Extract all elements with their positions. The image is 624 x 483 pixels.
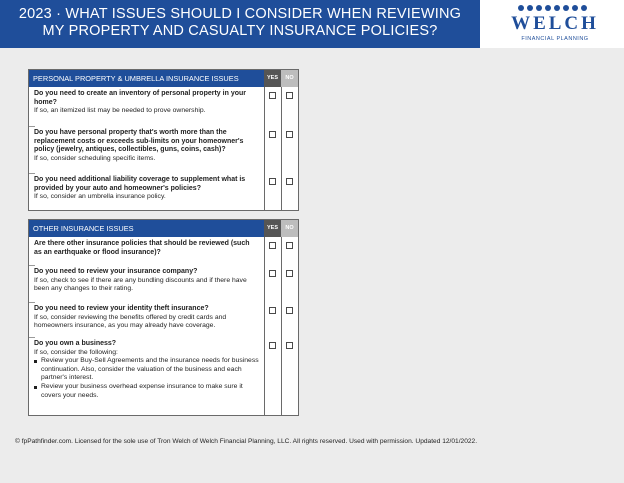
yes-cell: [264, 302, 281, 337]
question-cell: [29, 337, 264, 415]
question-note: If so, check to see if there are any bundling discounts and if there have been any changes to their rating.: [34, 276, 247, 293]
logo-dot: [572, 5, 578, 11]
bullet-list: [34, 357, 259, 400]
page-title-line-1: 2023 · WHAT ISSUES SHOULD I CONSIDER WHEN REVIEWING: [18, 6, 462, 22]
yes-checkbox[interactable]: [269, 92, 276, 99]
yes-cell: [264, 126, 281, 173]
no-cell: [281, 173, 298, 210]
no-checkbox[interactable]: [286, 270, 293, 277]
page-title: [0, 6, 480, 40]
question-cell: [29, 265, 264, 302]
section-title: OTHER INSURANCE ISSUES: [33, 224, 134, 233]
question-text: Are there other insurance policies that should be reviewed (such as an earthquake or flood insurance)?: [34, 240, 250, 256]
checklist-row: [29, 302, 298, 337]
section-header: [29, 70, 298, 87]
question-cell: [29, 237, 264, 265]
no-cell: [281, 265, 298, 302]
question-note: If so, consider reviewing the benefits offered by credit cards and homeowners insurance, as you may already have coverage.: [34, 313, 227, 330]
copyright-footer: © fpPathfinder.com. Licensed for the sole use of Tron Welch of Welch Financial Planning, LLC. All rights reserved. Used with permission. Updated 12/01/2022.: [15, 438, 478, 445]
question-text: Do you have personal property that's worth more than the replacement costs or exceeds sub-limits on your homeowner's policy (jewelry, antiques, collectibles, guns, coins, cash)?: [34, 129, 244, 154]
question-text: Do you need to create an inventory of personal property in your home?: [34, 90, 246, 106]
logo-dot: [536, 5, 542, 11]
no-checkbox[interactable]: [286, 342, 293, 349]
yes-cell: [264, 87, 281, 126]
question-note: If so, consider the following:: [34, 348, 118, 356]
no-column-header: NO: [281, 220, 298, 237]
section-personal-property: [28, 69, 299, 211]
yes-checkbox[interactable]: [269, 307, 276, 314]
no-column-header: NO: [281, 70, 298, 87]
no-cell: [281, 126, 298, 173]
checklist-row: [29, 237, 298, 265]
page-title-line-2: MY PROPERTY AND CASUALTY INSURANCE POLICIES?: [42, 23, 438, 39]
checklist-row: [29, 337, 298, 415]
no-checkbox[interactable]: [286, 242, 293, 249]
logo-dot: [581, 5, 587, 11]
logo-dot: [563, 5, 569, 11]
no-cell: [281, 87, 298, 126]
yes-cell: [264, 265, 281, 302]
logo-dot: [527, 5, 533, 11]
question-text: Do you need to review your insurance company?: [34, 268, 198, 275]
yes-checkbox[interactable]: [269, 131, 276, 138]
no-cell: [281, 337, 298, 415]
welch-logo: [490, 4, 620, 46]
question-cell: [29, 126, 264, 173]
section-header: [29, 220, 298, 237]
logo-wordmark: WELCH: [511, 13, 599, 34]
logo-dot: [518, 5, 524, 11]
no-checkbox[interactable]: [286, 92, 293, 99]
bullet-item: Review your Buy-Sell Agreements and the insurance needs for business continuation. Also, consider the valuation of the business and each partner's interest.: [34, 357, 259, 383]
yes-cell: [264, 237, 281, 265]
bullet-item: Review your business overhead expense insurance to make sure it covers your needs.: [34, 383, 259, 400]
section-other-insurance: [28, 219, 299, 416]
yes-cell: [264, 337, 281, 415]
question-text: Do you need to review your identity theft insurance?: [34, 305, 209, 312]
question-note: If so, consider an umbrella insurance policy.: [34, 193, 166, 201]
yes-checkbox[interactable]: [269, 342, 276, 349]
logo-dot: [554, 5, 560, 11]
yes-column-header: YES: [264, 220, 281, 237]
no-checkbox[interactable]: [286, 307, 293, 314]
checklist-row: [29, 87, 298, 126]
checklist-row: [29, 265, 298, 302]
no-cell: [281, 302, 298, 337]
logo-dots: [518, 5, 587, 11]
yes-checkbox[interactable]: [269, 242, 276, 249]
yes-checkbox[interactable]: [269, 270, 276, 277]
question-cell: [29, 302, 264, 337]
yes-checkbox[interactable]: [269, 178, 276, 185]
checklist-row: [29, 173, 298, 210]
no-checkbox[interactable]: [286, 178, 293, 185]
no-checkbox[interactable]: [286, 131, 293, 138]
logo-dot: [545, 5, 551, 11]
header: [0, 0, 624, 48]
section-title: PERSONAL PROPERTY & UMBRELLA INSURANCE ISSUES: [33, 74, 239, 83]
question-text: Do you own a business?: [34, 340, 117, 347]
yes-column-header: YES: [264, 70, 281, 87]
yes-cell: [264, 173, 281, 210]
question-text: Do you need additional liability coverage to supplement what is provided by your auto and homeowner's policies?: [34, 176, 246, 192]
question-note: If so, consider scheduling specific items.: [34, 154, 156, 162]
logo-tagline: FINANCIAL PLANNING: [521, 36, 589, 42]
question-cell: [29, 173, 264, 210]
question-cell: [29, 87, 264, 126]
no-cell: [281, 237, 298, 265]
checklist-row: [29, 126, 298, 173]
question-note: If so, an itemized list may be needed to prove ownership.: [34, 107, 206, 115]
